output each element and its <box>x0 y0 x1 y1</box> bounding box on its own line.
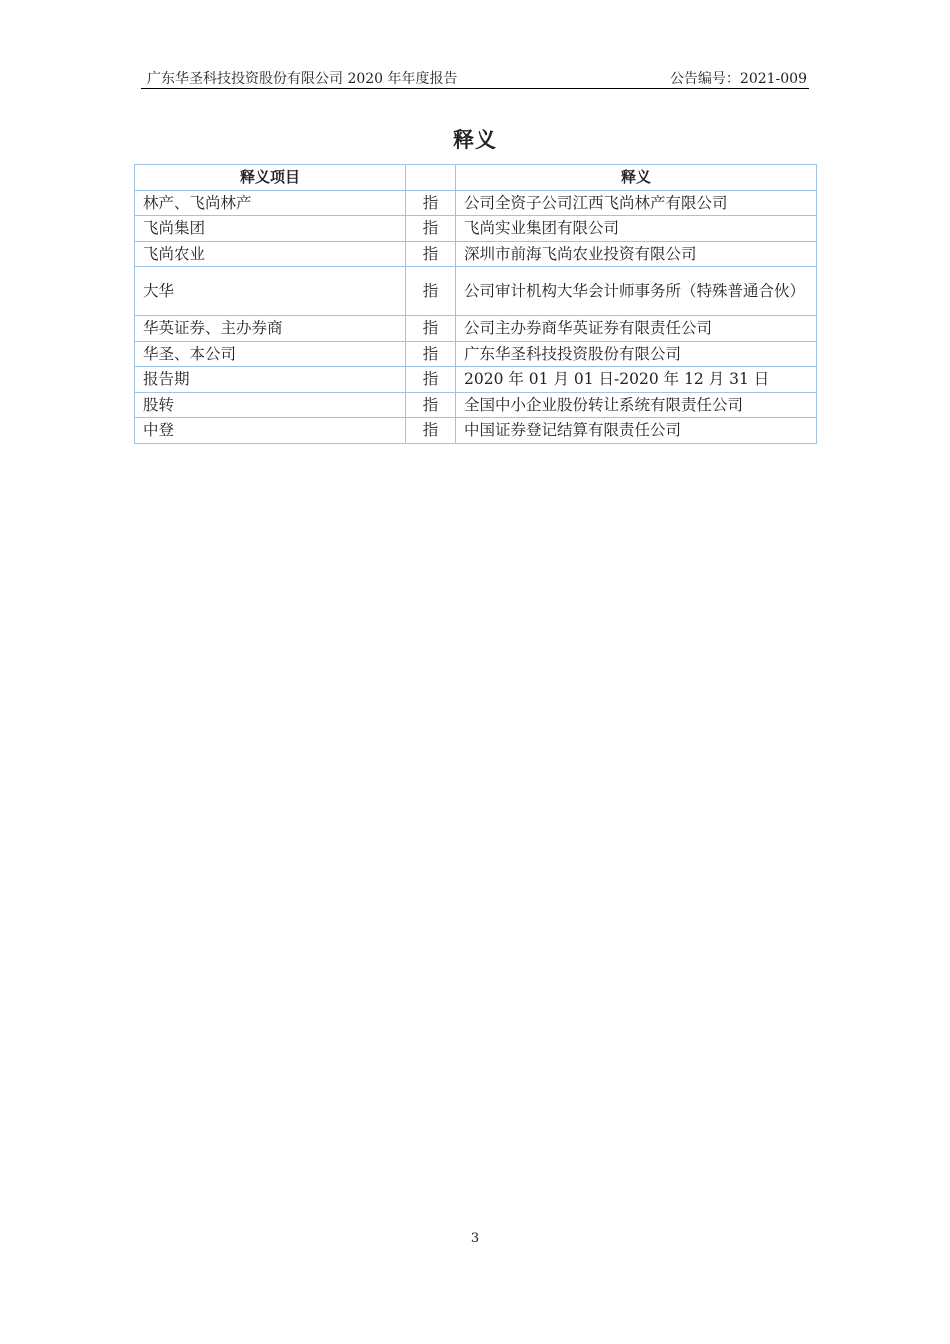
mark-cell: 指 <box>406 316 456 342</box>
term-cell: 大华 <box>135 267 406 316</box>
term-cell: 股转 <box>135 392 406 418</box>
definition-cell: 全国中小企业股份转让系统有限责任公司 <box>456 392 817 418</box>
table-row <box>135 216 817 242</box>
mark-cell: 指 <box>406 392 456 418</box>
term-cell: 华英证券、主办券商 <box>135 316 406 342</box>
page-header <box>141 66 809 89</box>
table-row <box>135 190 817 216</box>
definition-cell: 中国证券登记结算有限责任公司 <box>456 418 817 444</box>
table-row <box>135 267 817 316</box>
table-row <box>135 316 817 342</box>
definition-cell: 飞尚实业集团有限公司 <box>456 216 817 242</box>
page-number: 3 <box>470 1231 480 1246</box>
term-cell: 报告期 <box>135 367 406 393</box>
mark-cell: 指 <box>406 367 456 393</box>
definition-cell: 公司全资子公司江西飞尚林产有限公司 <box>456 190 817 216</box>
table-row <box>135 392 817 418</box>
definition-cell: 公司主办券商华英证券有限责任公司 <box>456 316 817 342</box>
definition-cell: 广东华圣科技投资股份有限公司 <box>456 341 817 367</box>
table-row <box>135 241 817 267</box>
mark-cell: 指 <box>406 216 456 242</box>
mark-cell: 指 <box>406 267 456 316</box>
mark-cell: 指 <box>406 241 456 267</box>
term-cell: 林产、飞尚林产 <box>135 190 406 216</box>
definition-cell: 公司审计机构大华会计师事务所（特殊普通合伙） <box>456 267 817 316</box>
definition-cell: 2020 年 01 月 01 日-2020 年 12 月 31 日 <box>456 367 817 393</box>
term-cell: 华圣、本公司 <box>135 341 406 367</box>
column-header-mark <box>406 165 456 191</box>
column-header-definition: 释义 <box>456 165 817 191</box>
section-title: 释义 <box>453 128 497 152</box>
mark-cell: 指 <box>406 341 456 367</box>
term-cell: 飞尚集团 <box>135 216 406 242</box>
term-cell: 飞尚农业 <box>135 241 406 267</box>
mark-cell: 指 <box>406 418 456 444</box>
definition-cell: 深圳市前海飞尚农业投资有限公司 <box>456 241 817 267</box>
mark-cell: 指 <box>406 190 456 216</box>
announcement-number: 公告编号：2021-009 <box>669 71 807 87</box>
table-row <box>135 341 817 367</box>
table-row <box>135 367 817 393</box>
column-header-term: 释义项目 <box>135 165 406 191</box>
term-cell: 中登 <box>135 418 406 444</box>
definitions-table <box>134 164 817 444</box>
table-header-row <box>135 165 817 191</box>
report-title: 广东华圣科技投资股份有限公司 2020 年年度报告 <box>147 71 458 87</box>
table-row <box>135 418 817 444</box>
